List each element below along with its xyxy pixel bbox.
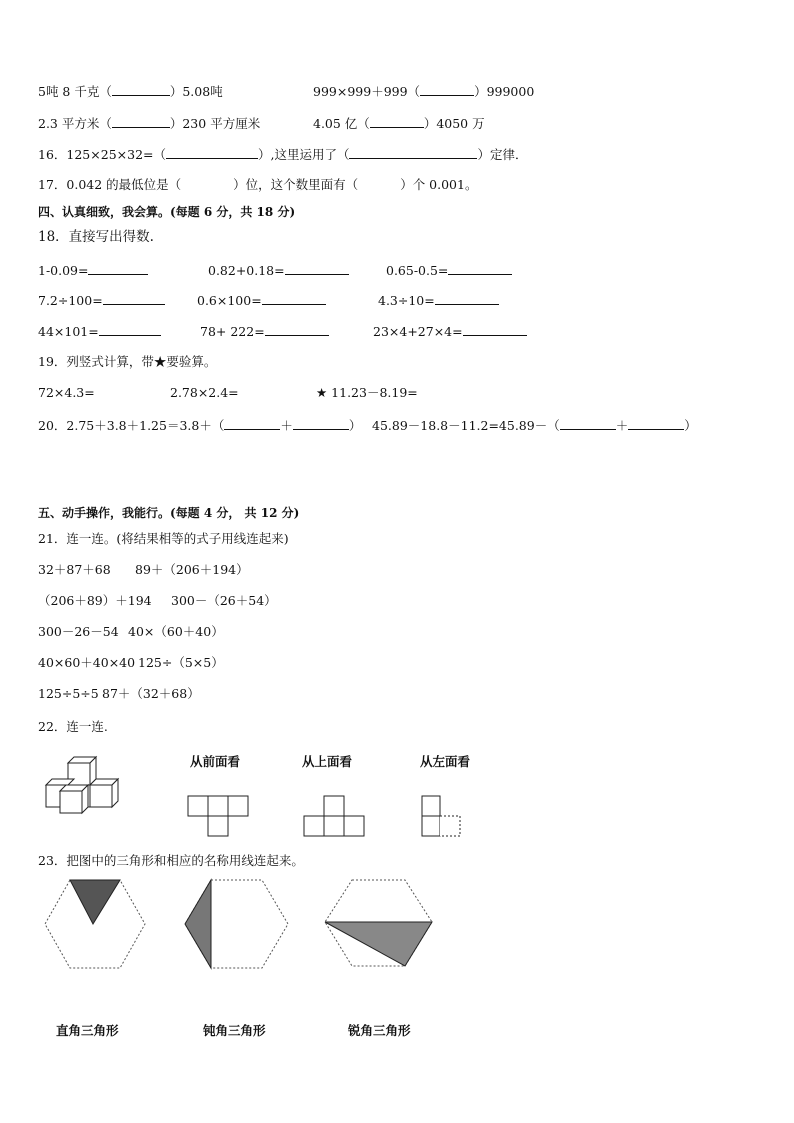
q18-title: 18．直接写出得数. xyxy=(38,229,154,245)
hexagon-obtuse-triangle-figure xyxy=(185,880,288,968)
row1-left-text: 5吨 8 千克（ xyxy=(38,84,112,99)
q21-right[interactable]: 300－（26＋54） xyxy=(171,593,277,608)
q21-right[interactable]: 125÷（5×5） xyxy=(138,655,224,670)
q17-text-b: ）位，这个数里面有（ xyxy=(233,177,359,192)
view-label-front: 从前面看 xyxy=(190,754,241,769)
q21-title: 21．连一连。(将结果相等的式子用线连起来) xyxy=(38,531,289,546)
q19-title: 19．列竖式计算，带★要验算。 xyxy=(38,354,217,369)
q18-item-text: 1-0.09= xyxy=(38,263,89,278)
q19-item: ★ 11.23－8.19= xyxy=(316,385,418,400)
row1-right-text: 999×999＋999（ xyxy=(313,84,421,99)
q21-right[interactable]: 87＋（32＋68） xyxy=(102,686,200,701)
row1-right-end: ）999000 xyxy=(474,84,535,99)
row2-right-text: 4.05 亿（ xyxy=(313,116,370,131)
row2-left-text: 2.3 平方米（ xyxy=(38,116,112,131)
q21-left[interactable]: （206＋89）＋194 xyxy=(38,593,152,608)
q20-plus: ＋ xyxy=(280,418,293,433)
front-view-figure xyxy=(188,796,248,836)
hexagon-right-triangle-figure xyxy=(45,880,145,968)
q18-item-text: 7.2÷100= xyxy=(38,293,103,308)
q23-title: 23．把图中的三角形和相应的名称用线连起来。 xyxy=(38,853,304,868)
q19-item: 72×4.3= xyxy=(38,385,95,400)
q20-text-a: 20．2.75＋3.8＋1.25＝3.8＋（ xyxy=(38,418,225,433)
q22-title: 22．连一连. xyxy=(38,719,108,734)
q18-item-text: 78+ 222= xyxy=(200,324,265,339)
q18-item-text: 0.82+0.18= xyxy=(208,263,285,278)
hexagon-acute-triangle-figure xyxy=(325,880,432,966)
q16-text-b: ）,这里运用了（ xyxy=(258,147,350,162)
q21-right[interactable]: 40×（60＋40） xyxy=(128,624,224,639)
section-4-heading: 四、认真细致，我会算。(每题 6 分，共 18 分) xyxy=(38,205,296,219)
q18-item-text: 4.3÷10= xyxy=(378,293,435,308)
cube-stack-figure xyxy=(46,757,118,813)
q19-item: 2.78×2.4= xyxy=(170,385,239,400)
q18-item-text: 23×4+27×4= xyxy=(373,324,463,339)
q18-item-text: 44×101= xyxy=(38,324,99,339)
q21-left[interactable]: 125÷5÷5 xyxy=(38,686,99,701)
q21-left[interactable]: 40×60＋40×40 xyxy=(38,655,136,670)
q20-close: ） xyxy=(348,418,362,433)
triangle-name-acute[interactable]: 锐角三角形 xyxy=(348,1023,411,1038)
row1-left-end: ）5.08吨 xyxy=(169,84,223,99)
triangle-name-obtuse[interactable]: 钝角三角形 xyxy=(203,1023,266,1038)
q20-close: ） xyxy=(684,418,697,433)
q21-left[interactable]: 32＋87＋68 xyxy=(38,562,111,577)
left-view-figure xyxy=(422,796,460,836)
q17-text-a: 17．0.042 的最低位是（ xyxy=(38,177,182,192)
row2-left-end: ）230 平方厘米 xyxy=(169,116,261,131)
q20-text-c: 45.89－18.8－11.2=45.89－（ xyxy=(372,418,560,433)
section-5-heading: 五、动手操作，我能行。(每题 4 分， 共 12 分) xyxy=(38,506,300,520)
top-view-figure xyxy=(304,796,364,836)
q18-item-text: 0.65-0.5= xyxy=(386,263,449,278)
q17-text-c: ）个 0.001。 xyxy=(400,177,478,192)
q16-text-a: 16．125×25×32=（ xyxy=(38,147,166,162)
row2-right-end: ）4050 万 xyxy=(423,116,485,131)
q18-item-text: 0.6×100= xyxy=(197,293,262,308)
q21-left[interactable]: 300－26－54 xyxy=(38,624,119,639)
triangle-name-right[interactable]: 直角三角形 xyxy=(56,1023,119,1038)
q21-right[interactable]: 89＋（206＋194） xyxy=(135,562,249,577)
view-label-left: 从左面看 xyxy=(420,754,471,769)
view-label-top: 从上面看 xyxy=(302,754,353,769)
q20-plus: ＋ xyxy=(615,418,629,433)
q16-text-c: ）定律． xyxy=(477,147,528,162)
